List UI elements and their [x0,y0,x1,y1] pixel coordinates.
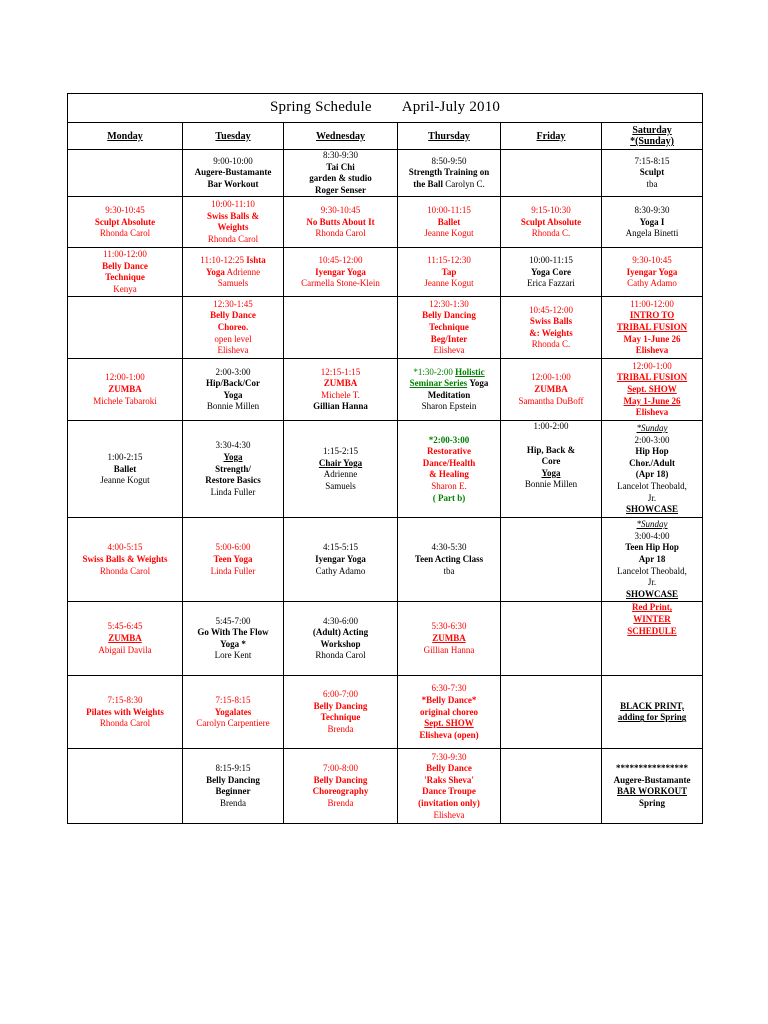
class-name: Yoga Core [530,266,572,277]
instructor: Carolyn C. [445,178,485,189]
class-name: Iyengar Yoga [315,554,366,565]
class-name: Weights [217,222,249,233]
class-cell-tuesday [183,197,284,248]
class-level: Beg/Inter [430,333,468,344]
class-name: Belly Dancing [206,774,260,785]
class-name: Holistic [455,366,485,377]
class-time: 12:00-1:00 [105,372,145,383]
class-name: Yoga I [639,216,665,227]
class-time: 12:30-1:30 [429,298,469,309]
class-time: 1:00-2:15 [107,451,143,462]
showcase-label: SHOWCASE [626,588,679,599]
class-cell-saturday [602,421,703,518]
instructor: Rhonda Carol [315,228,366,239]
class-cell-thursday [398,518,501,602]
class-time: 8:30-9:30 [323,150,358,160]
class-name: ZUMBA [323,378,358,389]
instructor: Gillian Hanna [423,644,475,655]
class-cell-tuesday [183,150,284,197]
class-time: 7:15-8:30 [107,694,143,705]
class-time: 11:10-12:25 [200,254,244,265]
class-name: Yoga [541,467,561,478]
instructor: Rhonda Carol [99,565,151,576]
class-name: Technique [429,322,469,333]
instructor: Sharon E. [431,480,467,491]
class-note: (invitation only) [418,797,480,808]
class-name: ZUMBA [108,384,142,395]
class-time: 4:30-5:30 [431,542,467,553]
class-time: 2:00-3:00 [634,434,670,445]
class-note: ( Part b) [432,492,466,503]
class-cell-thursday [398,359,501,421]
class-cell-thursday [398,150,501,197]
class-name: Yoga * [220,638,246,649]
class-level: open level [214,333,252,344]
class-name: ZUMBA [108,633,142,644]
class-name: Belly Dance [102,260,148,271]
class-name: Belly Dance [426,763,472,774]
class-time: 11:15-12:30 [427,254,471,265]
class-dates: May 1-June 26 [623,395,681,406]
class-note: Spring [639,797,666,808]
class-cell-wednesday [284,297,398,359]
class-time: 4:30-6:00 [323,615,358,626]
class-name: No Butts About It [306,216,375,227]
class-name: Sculpt Absolute [520,216,582,227]
instructor: Lancelot Theobald, [617,565,687,576]
instructor: Jr. [647,577,657,588]
class-cell-tuesday [183,297,284,359]
schedule-row [68,150,703,197]
class-time: 10:45-12:00 [529,304,573,315]
class-cell-thursday [398,248,501,297]
class-name: Strength/ [215,463,251,474]
class-time: 1:00-2:00 [533,421,569,432]
class-time: 11:00-12:00 [630,298,674,309]
class-cell-wednesday [284,676,398,749]
class-cell-friday [501,297,602,359]
class-cell-friday [501,359,602,421]
class-time: 5:00-6:00 [215,542,251,553]
class-dates: Apr 18 [638,554,666,565]
class-cell-saturday [602,518,703,602]
class-name: Yoga [205,266,225,277]
class-name: Core [541,456,561,467]
class-name: Dance/Health [422,457,476,468]
class-time: 7:15-8:15 [634,155,670,166]
instructor: Elisheva [433,345,465,356]
class-cell-saturday [602,248,703,297]
class-name: Iyengar Yoga [315,266,366,277]
class-cell-friday [501,197,602,248]
instructor: Elisheva (open) [419,729,479,740]
schedule-row [68,421,703,518]
class-cell-wednesday [284,248,398,297]
class-cell-tuesday [183,518,284,602]
class-name: Meditation [427,389,471,400]
class-cell-thursday [398,602,501,676]
instructor: Elisheva [635,345,669,356]
class-name: Go With The Flow [197,627,269,638]
class-name: Restorative [427,446,471,457]
class-time: 8:30-9:30 [634,204,670,215]
class-name: Pilates with Weights [86,706,164,717]
schedule-row [68,518,703,602]
instructor: Rhonda Carol [99,228,151,239]
legend-text: adding for Spring [617,712,687,723]
instructor: Gillian Hanna [313,401,368,412]
class-name: Tai Chi [326,161,355,172]
class-cell-monday [68,421,183,518]
header-monday: Monday [68,123,183,150]
class-name: Teen Acting Class [414,554,484,565]
class-cell-thursday [398,297,501,359]
class-cell-saturday [602,749,703,824]
class-name: Ballet [113,463,137,474]
class-cell-monday [68,197,183,248]
instructor: Samantha DuBoff [518,395,584,406]
class-name: *Belly Dance* [421,694,477,705]
class-cell-monday [68,602,183,676]
instructor: Carmella Stone-Klein [301,278,380,289]
instructor: Rhonda C. [531,228,571,239]
class-name: Yoga [223,389,243,400]
sunday-note: *Sunday [636,519,668,530]
class-cell-monday [68,297,183,359]
instructor: Carolyn Carpentiere [196,718,270,729]
class-time: 1:15-2:15 [323,446,358,457]
class-cell-thursday [398,421,501,518]
schedule-row [68,676,703,749]
class-name: Yogalates [214,706,252,717]
class-time: 6:00-7:00 [323,689,358,700]
instructor: Elisheva [217,345,249,356]
class-time: 9:30-10:45 [632,254,672,265]
class-name: Bar Workout [207,178,259,189]
class-time: 10:00-11:15 [529,254,573,265]
class-time: 11:00-12:00 [103,249,147,260]
class-cell-saturday [602,676,703,749]
class-cell-saturday [602,359,703,421]
instructor: Elisheva [635,407,669,418]
class-cell-friday [501,248,602,297]
class-cell-friday [501,421,602,518]
instructor: Samuels [217,278,249,289]
class-cell-tuesday [183,602,284,676]
schedule-row [68,297,703,359]
class-name: Hip/Back/Cor [205,378,260,389]
class-name: Choreo. [217,322,249,333]
instructor: Brenda [327,723,354,734]
class-time: 6:30-7:30 [431,683,467,694]
sunday-label: *(Sunday) [630,136,674,147]
header-wednesday: Wednesday [284,123,398,150]
class-cell-thursday [398,676,501,749]
instructor: Jeanne Kogut [424,278,474,289]
class-cell-friday [501,749,602,824]
class-time: 9:30-10:45 [105,204,145,215]
class-time: 10:00-11:15 [427,204,471,215]
class-name: Technique [105,272,145,283]
saturday-label: Saturday [632,125,672,136]
sunday-note: *Sunday [636,423,668,433]
header-friday: Friday [501,123,602,150]
schedule-row [68,749,703,824]
class-dates: May 1-June 26 [623,333,681,344]
schedule-row [68,602,703,676]
class-name: Chor./Adult [629,457,675,468]
class-name: Yoga [223,451,243,462]
class-cell-wednesday [284,749,398,824]
class-cell-monday [68,359,183,421]
class-name: the Ball [413,178,443,189]
class-time: 12:15-1:15 [320,366,361,377]
class-cell-monday [68,749,183,824]
class-name: BAR WORKOUT [616,786,688,797]
class-name: Dance Troupe [422,786,476,797]
class-name: Teen Hip Hop [625,542,679,553]
class-name: Yoga [469,378,489,389]
schedule-row [68,359,703,421]
class-time: 12:00-1:00 [531,372,571,383]
instructor: tba [443,565,455,576]
class-name: Chair Yoga [318,457,363,468]
showcase-label: SHOWCASE [626,504,679,515]
instructor: Rhonda Carol [99,718,151,729]
class-name: original choreo [419,706,479,717]
header-saturday [602,123,703,150]
instructor: Adrienne [226,266,261,277]
class-time: 7:30-9:30 [431,751,467,762]
instructor: Rhonda Carol [207,233,259,244]
instructor: Angela Binetti [625,228,679,239]
schedule-table [67,93,703,824]
class-time: 12:30-1:45 [213,298,253,309]
instructor: Michele T. [321,389,360,400]
schedule-row [68,248,703,297]
title-row [68,94,703,123]
class-cell-wednesday [284,602,398,676]
class-time: 9:30-10:45 [320,204,361,215]
instructor: Kenya [113,283,137,294]
class-name: Tap [441,266,457,277]
day-header-row [68,123,703,150]
legend-text: Red Print, [632,602,673,613]
class-time: 9:00-10:00 [213,155,253,166]
class-name: Swiss Balls [529,316,573,327]
class-cell-monday [68,676,183,749]
class-name: Seminar Series [409,378,468,389]
legend-text: BLACK PRINT, [620,700,684,711]
instructor: Samuels [325,480,356,491]
schedule-row [68,197,703,248]
class-name: garden & studio [309,173,372,184]
class-name: Belly Dancing [422,310,476,321]
class-name: Belly Dance [210,310,256,321]
class-time: 3:00-4:00 [634,530,670,541]
class-cell-monday [68,518,183,602]
instructor: Roger Senser [314,184,367,195]
class-name: ZUMBA [432,633,466,644]
class-time: 7:00-8:00 [323,763,358,774]
class-name: Choreography [312,786,369,797]
class-time: *2:00-3:00 [428,434,470,445]
instructor: Brenda [327,797,354,808]
class-time: 7:15-8:15 [215,694,251,705]
class-name: & Healing [429,469,469,480]
class-name: ZUMBA [534,384,568,395]
class-cell-monday [68,150,183,197]
class-time: 10:00-11:10 [211,199,255,210]
class-name: Teen Yoga [213,554,253,565]
class-name: Restore [205,475,235,486]
class-time: 8:15-9:15 [215,763,251,774]
class-cell-tuesday [183,676,284,749]
class-name: Swiss Balls & [206,210,259,221]
instructor: Bonnie Millen [524,479,578,490]
instructor: Lore Kent [214,650,252,661]
legend-text: SCHEDULE [627,625,677,636]
class-name: Iyengar Yoga [626,266,678,277]
class-time: 5:30-6:30 [431,621,467,632]
legend-text: WINTER [633,613,671,624]
header-tuesday: Tuesday [183,123,284,150]
class-time: 4:15-5:15 [323,542,358,553]
class-name: Belly Dancing [313,774,368,785]
instructor: Abigail Davila [98,644,152,655]
divider-stars: **************** [616,763,689,774]
class-name: Strength Training on [408,167,490,178]
class-name: Swiss Balls & Weights [82,554,168,565]
class-name: Workshop [320,638,361,649]
class-time: 9:15-10:30 [531,204,571,215]
class-cell-saturday [602,602,703,676]
class-cell-saturday [602,297,703,359]
class-cell-wednesday [284,359,398,421]
class-name: Augere-Bustamante [194,167,272,178]
class-cell-friday [501,518,602,602]
instructor: Cathy Adamo [315,565,366,576]
class-time: 5:45-6:45 [107,621,143,632]
class-name: INTRO TO [629,310,675,321]
instructor: Cathy Adamo [627,278,677,289]
class-cell-saturday [602,150,703,197]
class-level: Beginner [215,786,251,797]
class-cell-wednesday [284,150,398,197]
class-cell-tuesday [183,248,284,297]
class-name: Hip, Back & [526,444,576,455]
class-cell-tuesday [183,359,284,421]
instructor: Linda Fuller [210,565,256,576]
class-time: *1:30-2:00 [413,366,453,377]
class-name: Belly Dancing [313,700,368,711]
class-time: 5:45-7:00 [215,615,251,626]
class-name: Technique [320,712,361,723]
instructor: Jr. [647,492,657,503]
instructor: Jeanne Kogut [424,228,474,239]
instructor: Sharon Epstein [421,401,477,412]
class-name: Augere-Bustamante [613,774,691,785]
class-cell-thursday [398,197,501,248]
title-dates: April-July 2010 [401,99,501,116]
class-time: 2:00-3:00 [215,366,251,377]
class-cell-friday [501,150,602,197]
class-name: Hip Hop [635,446,669,457]
class-time: 3:30-4:30 [215,440,251,451]
class-name: Ishta [246,254,266,265]
instructor: Bonnie Millen [206,401,260,412]
instructor: Brenda [220,797,246,808]
class-name: TRIBAL FUSION [616,372,688,383]
class-cell-wednesday [284,421,398,518]
instructor: tba [646,178,658,189]
class-time: 12:00-1:00 [632,360,672,371]
class-name: Ballet [437,216,461,227]
page-title [68,94,703,123]
instructor: Linda Fuller [210,486,256,497]
class-cell-wednesday [284,197,398,248]
class-time: 10:45-12:00 [318,254,363,265]
class-cell-tuesday [183,749,284,824]
instructor: Rhonda Carol [315,650,366,661]
class-cell-friday [501,676,602,749]
instructor: Elisheva [433,809,465,820]
class-name: Sept. SHOW [627,384,677,395]
class-name: 'Raks Sheva' [424,774,474,785]
instructor: Adrienne [323,469,358,480]
class-cell-tuesday [183,421,284,518]
class-time: 8:50-9:50 [431,155,467,166]
class-cell-saturday [602,197,703,248]
class-name: TRIBAL FUSION [616,322,688,333]
title-name: Spring Schedule [269,99,372,116]
class-name: &: Weights [529,327,573,338]
instructor: Erica Fazzari [527,278,575,289]
class-dates: (Apr 18) [635,469,669,480]
class-cell-monday [68,248,183,297]
class-name: Sculpt Absolute [94,216,156,227]
class-name: (Adult) Acting [312,627,369,638]
class-time: 4:00-5:15 [107,542,143,553]
class-cell-friday [501,602,602,676]
header-thursday: Thursday [398,123,501,150]
instructor: Michele Tabaroki [93,395,157,406]
class-cell-wednesday [284,518,398,602]
instructor: Rhonda C. [531,339,571,350]
class-dates: Sept. SHOW [424,718,474,729]
class-cell-thursday [398,749,501,824]
class-name: Sculpt [639,167,665,178]
instructor: Lancelot Theobald, [617,480,687,491]
instructor: Jeanne Kogut [100,475,150,486]
class-name: Basics [236,475,261,486]
